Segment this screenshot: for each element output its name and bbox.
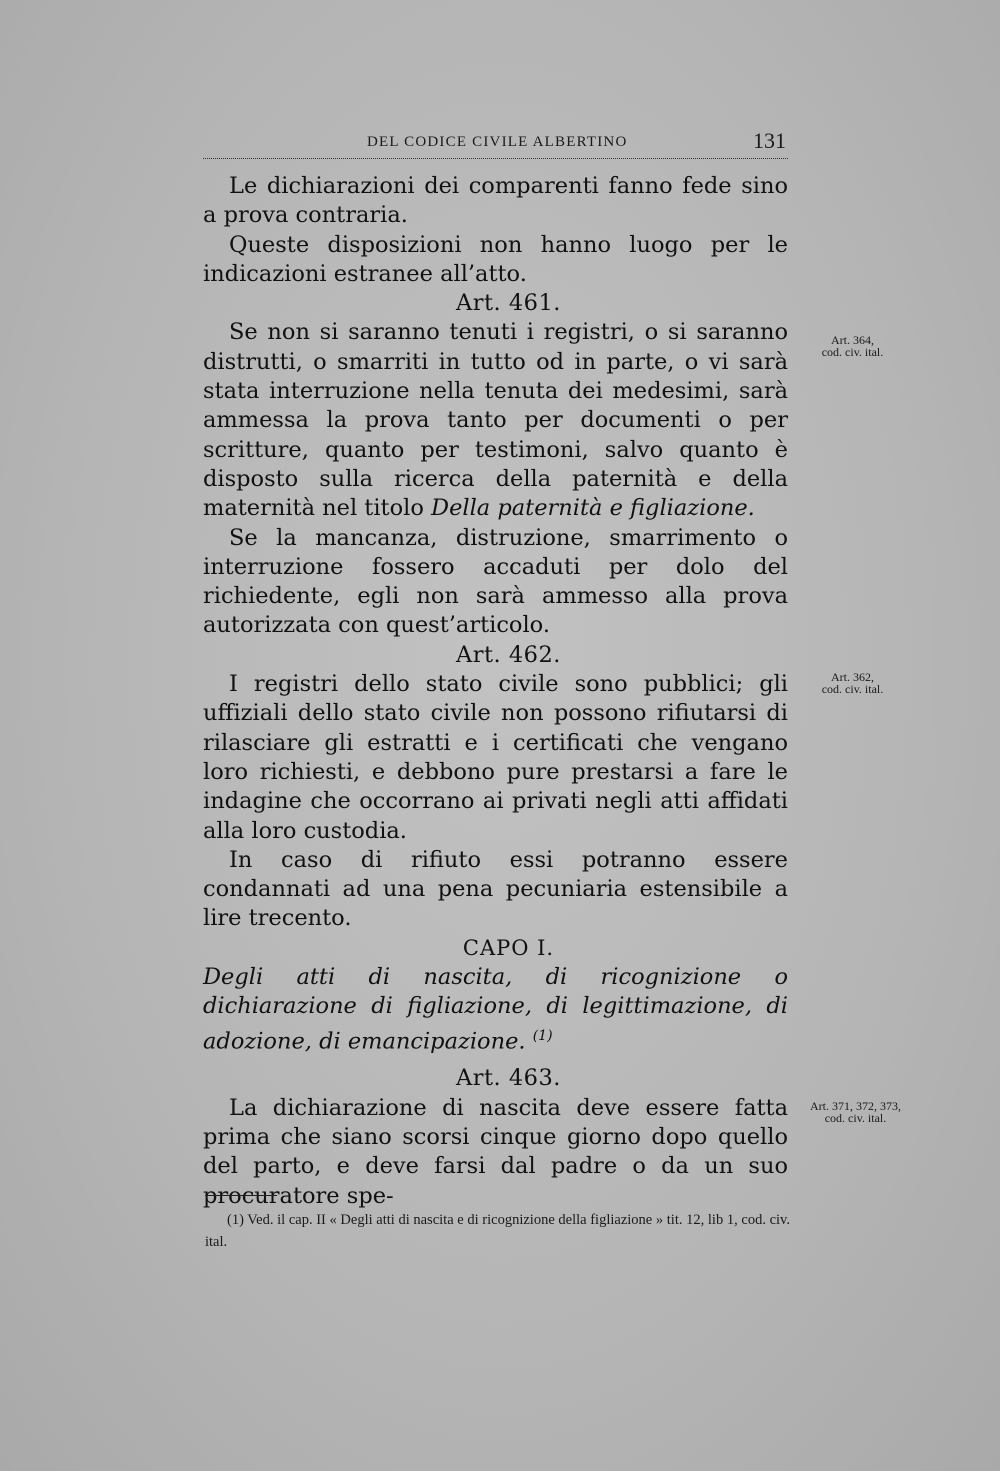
margin-note-line: Art. 362, [831, 670, 874, 684]
footnote-reference: (1) [532, 1027, 553, 1044]
footnote-text: (1) Ved. il cap. II « Degli atti di nascita e di ricognizione della figliazione » tit. 12, lib 1, cod. civ. ital. [205, 1212, 790, 1250]
chapter-title-text: Degli atti di nascita, di ricognizione o dichiarazione di figliazione, di legittimazione, di adozione, di emancipazione. [203, 964, 788, 1055]
margin-note-art-362 [800, 671, 905, 695]
footnote-divider [205, 1195, 277, 1196]
running-title: DEL CODICE CIVILE ALBERTINO [367, 134, 628, 150]
paragraph-text: Se non si saranno tenuti i registri, o si saranno distrutti, o smarriti in tutto od in parte, o vi sarà stata interruzione nella tenuta dei medesimi, sarà ammessa la prova tanto per documenti o per scritture, quanto per testimoni, salvo quanto è disposto sulla ricerca della paternità e della maternità nel titolo [203, 319, 788, 522]
article-heading-461: Art. 461. [456, 290, 561, 317]
paragraph: I registri dello stato civile sono pubblici; gli uffiziali dello stato civile non possono rifiutarsi di rilasciare gli estratti e i certificati che vengano loro richiesti, e debbono pure prestarsi a fare le indagine che occorrano ai privati negli atti affidati alla loro custodia. [203, 671, 788, 844]
margin-note-line: Art. 364, [831, 333, 874, 347]
paragraph [203, 318, 788, 523]
page-number: 131 [753, 128, 786, 153]
margin-note-art-371 [798, 1100, 913, 1124]
paragraph: Le dichiarazioni dei comparenti fanno fede sino a prova contraria. [203, 173, 788, 229]
paragraph: In caso di rifiuto essi potranno essere condannati ad una pena pecuniaria estensibile a lire trecento. [203, 846, 788, 932]
margin-note-line: cod. civ. ital. [824, 1111, 887, 1125]
margin-note-line: cod. civ. ital. [821, 682, 884, 696]
page-header [203, 128, 788, 159]
footnote [205, 1209, 790, 1253]
article-heading-462: Art. 462. [456, 641, 561, 668]
article-heading-463: Art. 463. [456, 1065, 561, 1092]
paragraph: Se la mancanza, distruzione, smarrimento o interruzione fossero accaduti per dolo del richiedente, egli non sarà ammesso alla prova autorizzata con quest’articolo. [203, 524, 788, 639]
margin-note-art-364 [800, 334, 905, 358]
margin-note-line: cod. civ. ital. [821, 345, 884, 359]
margin-note-line: Art. 371, 372, 373, [810, 1099, 901, 1113]
chapter-title [203, 963, 788, 1056]
paragraph: Queste disposizioni non hanno luogo per le indicazioni estranee all’atto. [203, 231, 788, 287]
chapter-heading: CAPO I. [462, 935, 555, 960]
body-text [203, 172, 788, 1211]
paragraph: La dichiarazione di nascita deve essere fatta prima che siano scorsi cinque giorno dopo quello del parto, e deve farsi dal padre o da un suo procuratore spe- [203, 1094, 788, 1209]
title-reference: Della paternità e figliazione. [431, 495, 755, 522]
